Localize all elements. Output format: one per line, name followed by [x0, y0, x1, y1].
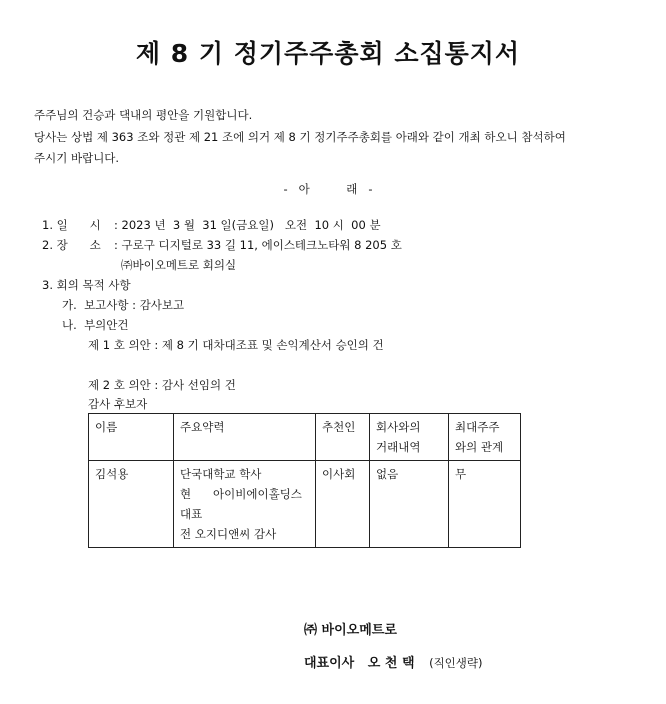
career-line: 현 아이비에이홀딩스 — [180, 487, 302, 501]
header-career: 주요약력 — [174, 414, 316, 461]
signature-company: ㈜ 바이오메트로 — [304, 623, 397, 638]
report-label: 가. 보고사항 : 감사보고 — [62, 298, 185, 312]
resolution-1: 제 1 호 의안 : 제 8 기 대차대조표 및 손익계산서 승인의 건 — [88, 338, 384, 352]
candidates-label: 감사 후보자 — [88, 397, 148, 411]
cell-name: 김석용 — [89, 461, 174, 548]
cell-career — [174, 461, 316, 548]
candidates-table — [88, 413, 521, 548]
intro-line-1: 당사는 상법 제 363 조와 정관 제 21 조에 의거 제 8 기 정기주주총회를 아래와 같이 개최 하오니 참석하여 — [34, 130, 566, 144]
resolution-2: 제 2 호 의안 : 감사 선임의 건 — [88, 378, 236, 392]
header-recommender: 추천인 — [316, 414, 370, 461]
greeting: 주주님의 건승과 댁내의 평안을 기원합니다. — [34, 108, 253, 122]
agenda-label: 3. 회의 목적 사항 — [42, 278, 131, 292]
career-line: 단국대학교 학사 — [180, 467, 262, 481]
cell-transactions: 없음 — [370, 461, 449, 548]
intro-line-2: 주시기 바랍니다. — [34, 151, 120, 165]
signature-block — [304, 652, 483, 671]
career-line: 전 오지디앤씨 감사 — [180, 527, 277, 541]
page-title: 제 8 기 정기주주총회 소집통지서 — [135, 39, 521, 68]
cell-relation: 무 — [449, 461, 521, 548]
seal-note: (직인생략) — [429, 656, 483, 670]
place-label: 2. 장 소 — [42, 238, 101, 252]
place-value: : 구로구 디지털로 33 길 11, 에이스테크노타워 8 205 호 — [114, 238, 402, 252]
signature-ceo: 대표이사 오 천 택 — [304, 656, 415, 671]
cell-recommender: 이사회 — [316, 461, 370, 548]
date-label: 1. 일 시 — [42, 218, 101, 232]
place-value-2: ㈜바이오메트로 회의실 — [121, 258, 237, 272]
resolution-label: 나. 부의안건 — [62, 318, 129, 332]
below-heading: - 아 래 - — [283, 182, 373, 196]
career-line: 대표 — [180, 507, 203, 521]
table-header-row — [89, 414, 521, 461]
date-value: : 2023 년 3 월 31 일(금요일) 오전 10 시 00 분 — [114, 218, 381, 232]
table-row — [89, 461, 521, 548]
header-name: 이름 — [89, 414, 174, 461]
header-relation: 최대주주 와의 관계 — [449, 414, 521, 461]
header-transactions: 회사와의 거래내역 — [370, 414, 449, 461]
